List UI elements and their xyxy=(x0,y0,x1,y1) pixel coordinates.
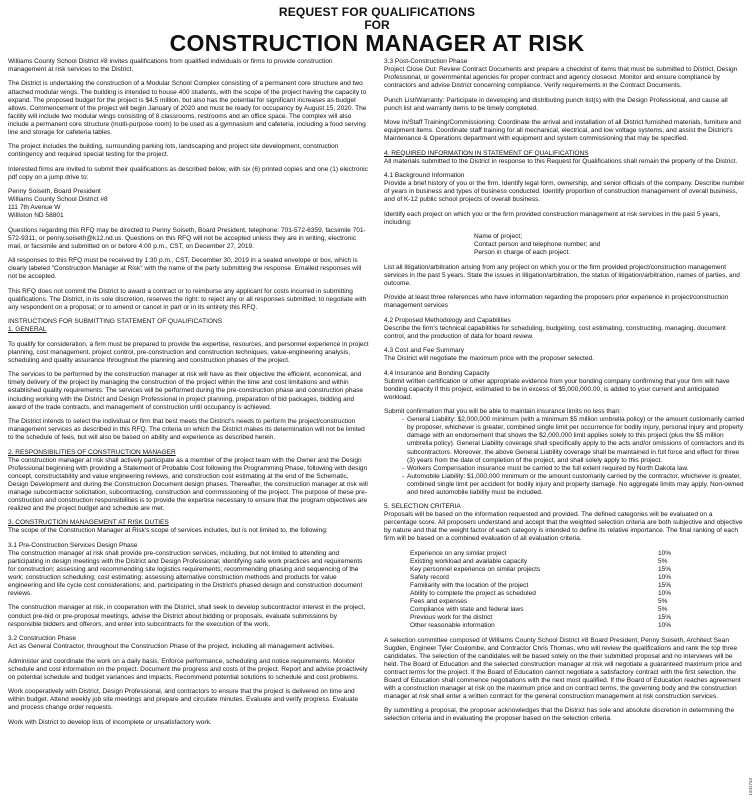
criteria-name: Existing workload and available capacity xyxy=(410,557,528,565)
right-paragraph: Describe the firm's technical capabilities for scheduling, budgeting, cost estimating, constructing, managing, document control, and the production of data for board review. xyxy=(384,324,726,340)
right-column xyxy=(384,58,746,733)
right-paragraph: All materials submitted to the District in response to this Request for Qualifications shall remain the property of the District. xyxy=(384,157,738,165)
left-paragraph: 3.2 Construction Phase xyxy=(8,635,77,643)
left-paragraph: Work cooperatively with District, Design Professional, and contractors to ensure that the project is delivered on time and within budget. Attend weekly job site meetings and prepare and circulate minutes. Evaluate and verify progress. Evaluate and process change order requests. xyxy=(8,688,359,712)
criteria-weight: 10% xyxy=(658,622,672,630)
ad-code: 1941743 xyxy=(748,778,753,796)
right-paragraph: Submit confirmation that you will be able to maintain insurance limits no less than: xyxy=(384,408,621,416)
criteria-row xyxy=(410,582,671,590)
left-paragraph: Penny Soiseth, Board President Williams County School District #8 111 7th Avenue W Williston ND 58801 xyxy=(8,188,108,220)
criteria-name: Experience on any similar project xyxy=(410,549,507,557)
left-paragraph: The services to be performed by the construction manager at risk will have as their objective the efficient, economical, and timely delivery of the project by managing the construction of the project within the time and cost limitations and within established quality requirements. The services will be performed during the pre-construction phase and construction phase including working with the District and Design Professional in project planning, preparation of bid packages, bidding and award of the trade contracts, and management of construction until occupancy is achieved. xyxy=(8,371,364,411)
left-paragraph: Act as General Contractor, throughout the Construction Phase of the project, including all management activities. xyxy=(8,643,335,651)
right-paragraph: 3.3 Post-Construction Phase xyxy=(384,58,468,65)
criteria-name: Familiarity with the location of the project xyxy=(410,582,529,589)
criteria-name: Fees and expenses xyxy=(410,598,468,606)
right-paragraph: 4.3 Cost and Fee Summary xyxy=(384,347,465,355)
right-paragraph: 4. REQUIRED INFORMATION IN STATEMENT OF QUALIFICATIONS xyxy=(384,149,589,157)
criteria-name: Safety record xyxy=(410,573,449,581)
right-paragraph: Identify each project on which you or the firm provided construction management at risk services in the past 5 years, including: xyxy=(384,210,721,226)
left-paragraph: All responses to this RFQ must be received by 1:30 p.m., CST, December 30, 2019 in a sealed envelope or box, which is clearly labeled "Construction Manager at Risk" with the name of the party submitting the response. Emailed responses will not be accepted. xyxy=(8,257,362,281)
selection-criteria-table xyxy=(410,550,671,630)
right-paragraph: 5. SELECTION CRITERIA xyxy=(384,503,461,511)
criteria-row xyxy=(410,566,671,574)
left-paragraph: The District is undertaking the construction of a Modular School Complex consisting of a permanent core structure and two attached modular wings. The building is intended to house 400 students, with the scope of the project having the capacity to expand. The proposed budget for the project is $4.5 million, but also has the potential for significant increases as budget allows. Commencement of the project will begin January of 2020 and must be ready for occupancy by August 15, 2020. The facility will include two modular wings consisting of 8 classrooms, restrooms and an office space. The complex will also include a permanent core structure (multi-purpose room) to be used as a gymnasium and cafeteria, including a food serving line and storage for cafeteria tables. xyxy=(8,80,367,136)
right-paragraph: Name of project; Contact person and telephone number; and Person in charge of each project. xyxy=(474,233,601,257)
right-paragraph: 4.2 Proposed Methodology and Capabilities xyxy=(384,316,511,324)
notice-title: CONSTRUCTION MANAGER AT RISK xyxy=(169,30,585,56)
criteria-weight: 15% xyxy=(658,565,672,573)
criteria-weight: 10% xyxy=(658,590,672,598)
criteria-weight: 15% xyxy=(658,582,672,589)
criteria-name: Ability to complete the project as scheduled xyxy=(410,590,536,598)
right-paragraph: 4.1 Background Information xyxy=(384,172,465,180)
right-paragraph: Punch List/Warranty: Participate in developing and distributing punch list(s) with the Design Professional, and cause all punch list and warranty items to be timely completed. xyxy=(384,96,728,112)
insurance-item: - Automobile Liability: $1,000,000 minimum or the amount customarily carried by the contractor, whichever is greater, combined single limit per accident for bodily injury and property damage. No aggregate limits may apply. Non-owned and hired automobile liability must be included. xyxy=(402,473,746,497)
insurance-item: - Workers Compensation insurance must be carried to the full extent required by North Dakota law. xyxy=(402,465,746,473)
criteria-row xyxy=(410,574,671,582)
header-line-2: FOR xyxy=(364,18,390,32)
right-paragraph: A selection committee composed of Williams County School District #8 Board President, Penny Soiseth, Architect Sean Sugden, Engineer Tyler Coulombe, and Contractor Chris Thomas, who will review the qualifications and rank the top three candidates. The selection of the candidates will be based solely on the their submitted proposal and no interviews will be held. The Board of Education and the selected construction manager at risk will negotiate a guaranteed maximum price and contract terms for the project. If the Board of Education cannot negotiate a satisfactory contract with the first selection, the Board of Education shall commence negotiations with the next most qualified. If the Board of Education reaches agreement with a construction manager at risk on the maximum price and on contract terms, the governing body and the construction manager at risk shall enter a written contract for the general construction management at risk construction services. xyxy=(384,636,742,700)
criteria-weight: 10% xyxy=(658,573,672,581)
right-paragraph: Move In/Staff Training/Commissioning: Coordinate the arrival and installation of all District furnished materials, furniture and equipment items. Coordinate staff training for all mechanical, electrical, and low voltage systems, and assist the District's Maintenance & Operations department with equipment and system commissioning that may be specified. xyxy=(384,119,741,143)
criteria-row xyxy=(410,590,671,598)
criteria-weight: 10% xyxy=(658,549,672,557)
left-paragraph: Interested firms are invited to submit their qualifications as described below, with six (6) printed copies and one (1) electronic pdf copy on a jump drive to: xyxy=(8,165,368,181)
criteria-weight: 5% xyxy=(658,557,668,565)
right-paragraph: By submitting a proposal, the proposer acknowledges that the District has sole and absolute discretion in determining the selection criteria and in evaluating the proposer based on the selection criteria. xyxy=(384,707,735,723)
left-paragraph: Williams County School District #8 invites qualifications from qualified individuals or firms to provide construction management at risk services to the District. xyxy=(8,58,333,74)
left-column xyxy=(8,58,370,733)
left-paragraph: 1. GENERAL xyxy=(8,326,47,334)
right-paragraph: Proposals will be based on the information requested and provided. The defined categories will be evaluated on a percentage score. All proposers understand and accept that the weighted selection criteria are both subjective and objective by nature and that the weight factor of each category is intended to define its relative importance. The final ranking of each firm will be based on a combined evaluation of all evaluation criteria. xyxy=(384,511,743,543)
left-paragraph: The project includes the building, surrounding parking lots, landscaping and project site development, construction contingency and required special testing for the project. xyxy=(8,143,339,159)
criteria-row xyxy=(410,550,671,558)
left-paragraph: Administer and coordinate the work on a daily basis. Enforce performance, scheduling and notice requirements. Monitor schedule and cost information on the project. Document the progress and costs of the project. Report and advise proactively on potential schedule and budget variances and impacts. Recommend potential solutions to schedule and cost problems. xyxy=(8,657,368,681)
left-paragraph: The District intends to select the individual or firm that best meets the District's needs to perform the project/construction management services as described in this RFQ. The criteria on which the District makes its determination will not be limited to the schedule of fees, but will also be based on ability and experience as described herein. xyxy=(8,417,365,442)
left-paragraph: The construction manager at risk shall provide pre-construction services, including, but not limited to attending and participating in design meetings with the District and Design Professional; identifying safe work practices and requirements for construction; assessing and recommending site logistics requirements; recommending phasing and sequencing of the work; construction scheduling; cost estimating; assessing alternative construction methods and products for value engineering and life cycle cost considerations; and, participating in the District's phased design and construction document reviews. xyxy=(8,549,363,598)
insurance-list xyxy=(384,416,746,496)
criteria-row xyxy=(410,598,671,606)
criteria-name: Other reasonable information xyxy=(410,622,495,630)
left-paragraph: The construction manager at risk, in cooperation with the District, shall seek to develop subcontractor interest in the project, conduct pre-bid or pre-proposal meetings, advise the District about bidding or proposals, evaluate submissions by responsible bidders and offerors, and enter into subcontracts for the execution of the work. xyxy=(8,604,365,628)
left-paragraph: To qualify for consideration, a firm must be prepared to provide the expertise, resources, and personnel experience in project planning, cost management, project control, pre-construction and construction techniques, value-engineering analysis, scheduling and quality assurance throughout the planning and construction phases of the project. xyxy=(8,340,369,364)
left-paragraph: Questions regarding this RFQ may be directed to Penny Soiseth, Board President, telephone: 701-572-6359, facsimile 701-572-9311, or penny.soiseth@k12.nd.us. Questions on this RFQ will not be accepted unless they are in writing, electronic mail, or facsimile and submitted on or before 4:00 p.m., CST, on December 27, 2019. xyxy=(8,226,366,250)
left-paragraph: INSTRUCTIONS FOR SUBMITTING STATEMENT OF QUALIFICATIONS xyxy=(8,318,223,326)
right-paragraph: Provide a brief history of you or the firm. Identify legal form, ownership, and senior officials of the company. Describe number of years in business and types of business conducted. Identify proportion of construction management of overall business, and of K-12 public school projects of overall business. xyxy=(384,180,745,204)
left-paragraph: 3.1 Pre-Construction Services Design Phase xyxy=(8,541,138,549)
left-paragraph: Work with District to develop lists of incomplete or unsatisfactory work. xyxy=(8,718,212,726)
criteria-row xyxy=(410,622,671,630)
legal-notice xyxy=(8,6,746,796)
right-paragraph: List all litigation/arbitration arising from any project on which you or the firm provided project/construction management services in the past 5 years. State the issues in litigation/arbitration, the status of litigation/arbitration, names of parties, and outcome. xyxy=(384,263,740,287)
left-paragraph: 2. RESPONSIBILITIES OF CONSTRUCTION MANAGER xyxy=(8,448,176,456)
right-paragraph: Project Close Out: Review Contract Documents and prepare a checklist of items that must be submitted to District, Design Professional, or governmental agencies for proper contract and agency closeout. Monitor and ensure compliance by contractors and advise District concerning compliance. Verify requirements in the Contract Documents. xyxy=(384,66,738,90)
criteria-weight: 15% xyxy=(658,614,672,622)
criteria-name: Previous work for the district xyxy=(410,614,493,622)
left-paragraph: The construction manager at risk shall actively participate as a member of the project team with the Owner and the Design Professional beginning with providing a Statement of Probable Cost following the Programming Phase, following with design concept, constructability and value engineering reviews, and construction cost estimating at the end of the Schematic, Design Development and during the Construction Document design phases. Thereafter, the construction manager at risk will manage subcontractor solicitation, subcontracting, construction and commissioning of the project. The purpose of these pre-construction and construction responsibilities is to provide the expertise necessary to ensure that the program objectives are realized and the project budget and schedule are met. xyxy=(8,456,368,512)
right-paragraph: Submit written certification or other appropriate evidence from your bonding company confirming that your firm will have bonding capacity if this project, estimated to be in excess of $5,000,000.00, is added to your current and anticipated workload. xyxy=(384,377,730,401)
insurance-item: - General Liability: $2,000,000 minimum (with a minimum $5 million umbrella policy) or the amount customarily carried by proposer, whichever is greater, combined single limit per occurrence for bodily injury, personal injury and property damage with an endorsement that shows the $2,000,000 limit applies solely to this project (plus the $5 million umbrella policy). General Liability coverage shall specifically apply to the acts and/or omissions of contractors and its subcontractors. Moreover, the above General Liability coverage shall be maintained in full force and effect for three (3) years from the date of completion of the project, and shall solely apply to this project. xyxy=(402,416,746,464)
criteria-name: Compliance with state and federal laws xyxy=(410,606,524,614)
notice-body xyxy=(8,58,746,733)
header-line-1: REQUEST FOR QUALIFICATIONS xyxy=(278,6,476,19)
left-paragraph: 3. CONSTRUCTION MANAGEMENT AT RISK DUTIES xyxy=(8,519,169,527)
criteria-row xyxy=(410,558,671,566)
criteria-row xyxy=(410,606,671,614)
left-paragraph: The scope of the Construction Manager at Risk's scope of services includes, but is not limited to, the following: xyxy=(8,527,328,535)
criteria-weight: 5% xyxy=(658,598,668,606)
criteria-weight: 5% xyxy=(658,606,668,614)
left-paragraph: This RFQ does not commit the District to award a contract or to reimburse any applicant for costs incurred in submitting qualifications. The District, in its sole discretion, reserves the right: to reject any or all responses submitted; to negotiate with any respondent on a proposal; or to amend or cancel in part or in its entirety this RFQ. xyxy=(8,287,367,311)
right-paragraph: 4.4 Insurance and Bonding Capacity xyxy=(384,369,490,377)
notice-header xyxy=(8,6,746,55)
right-paragraph: The District will negotiate the maximum price with the proposer selected. xyxy=(384,355,594,363)
criteria-row xyxy=(410,614,671,622)
right-paragraph: Provide at least three references who have information regarding the proposers prior experience in project/construction management services xyxy=(384,294,729,310)
criteria-name: Key personnel experience on similar projects xyxy=(410,565,541,573)
